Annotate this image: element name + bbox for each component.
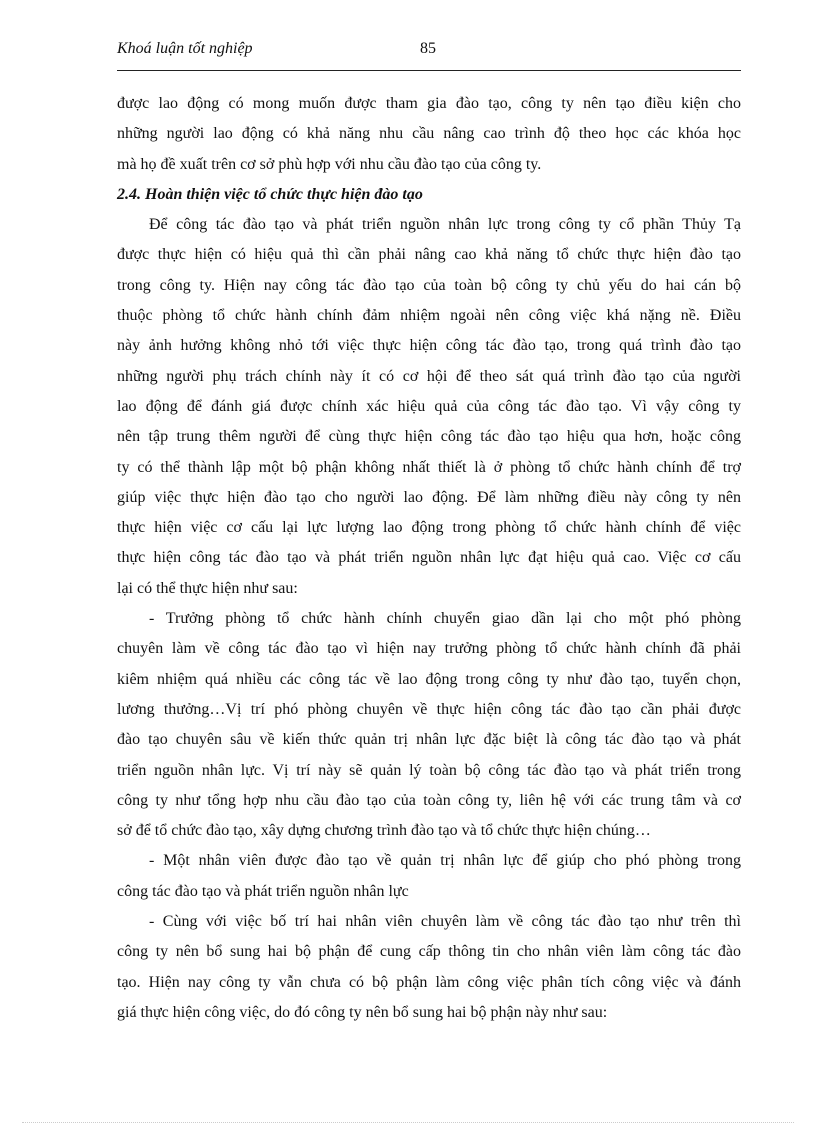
text-line: công ty nên bổ sung hai bộ phận để cung cấp thông tin cho nhân viên làm công tác đào xyxy=(117,943,741,961)
text-line: triển nguồn nhân lực. Vị trí này sẽ quản lý toàn bộ công tác đào tạo và phát triển trong xyxy=(117,761,741,779)
paragraph-bullet-1 xyxy=(117,604,741,846)
text-line: lại có thể thực hiện như sau: xyxy=(117,579,298,597)
text-line: kiêm nhiệm quá nhiều các công tác về lao động trong công ty như đào tạo, tuyển chọn, xyxy=(117,670,741,688)
text-line: những người phụ trách chính này ít có cơ hội để theo sát quá trình đào tạo của người xyxy=(117,367,741,385)
text-line: đào tạo chuyên sâu về kiến thức quản trị nhân lực đặc biệt là công tác đào tạo và phát xyxy=(117,731,741,749)
text-line: lao động để đánh giá được chính xác hiệu quả của công tác đào tạo. Vì vậy công ty xyxy=(117,397,741,415)
text-line: thực hiện công tác đào tạo và phát triển nguồn nhân lực đạt hiệu quả cao. Việc cơ cấu xyxy=(117,549,741,567)
text-line: ty có thể thành lập một bộ phận không nhất thiết là ở phòng tổ chức hành chính để trợ xyxy=(117,458,741,476)
paragraph-section-body xyxy=(117,210,741,604)
document-body xyxy=(117,89,741,1028)
text-line: tạo. Hiện nay công ty vẫn chưa có bộ phận làm công việc phân tích công việc và đánh xyxy=(117,973,741,991)
page-number: 85 xyxy=(420,40,436,57)
text-line: giá thực hiện công việc, do đó công ty nên bổ sung hai bộ phận này như sau: xyxy=(117,1003,608,1021)
paragraph-intro xyxy=(117,89,741,180)
page-header xyxy=(117,36,741,71)
text-line: trong công ty. Hiện nay công tác đào tạo của toàn bộ công ty chủ yếu do hai cán bộ xyxy=(117,276,741,294)
paragraph-bullet-3 xyxy=(117,907,741,1028)
paragraph-bullet-2 xyxy=(117,846,741,907)
text-line: công tác đào tạo và phát triển nguồn nhân lực xyxy=(117,882,409,900)
text-line: thực hiện việc cơ cấu lại lực lượng lao động trong phòng tổ chức hành chính để việc xyxy=(117,519,741,537)
header-title: Khoá luận tốt nghiệp xyxy=(117,40,253,57)
text-line: chuyên làm về công tác đào tạo vì hiện nay trưởng phòng tổ chức hành chính đã phải xyxy=(117,640,741,658)
text-line: được lao động có mong muốn được tham gia đào tạo, công ty nên tạo điều kiện cho xyxy=(117,95,741,112)
text-line: nên tập trung thêm người để cùng thực hiện công tác đào tạo hiệu qua hơn, hoặc công xyxy=(117,428,741,446)
text-line: này ảnh hưởng không nhỏ tới việc thực hiện công tác đào tạo, trong quá trình đào tạo xyxy=(117,337,741,355)
text-line: công ty như tổng hợp nhu cầu đào tạo của toàn công ty, liên hệ với các trung tâm và cơ xyxy=(117,791,741,809)
text-line: lương thưởng…Vị trí phó phòng chuyên về thực hiện công tác đào tạo cần phải được xyxy=(117,700,741,718)
text-line: thuộc phòng tổ chức hành chính đảm nhiệm ngoài nên công việc khá nặng nề. Điều xyxy=(117,307,741,325)
text-line: - Một nhân viên được đào tạo về quản trị nhân lực để giúp cho phó phòng trong xyxy=(149,852,741,870)
text-line: - Trưởng phòng tổ chức hành chính chuyển giao dần lại cho một phó phòng xyxy=(149,610,741,628)
section-heading: 2.4. Hoàn thiện việc tổ chức thực hiện đào tạo xyxy=(117,185,423,203)
text-line: giúp việc thực hiện đào tạo cho người lao động. Để làm những điều này công ty nên xyxy=(117,488,741,506)
text-line: mà họ đề xuất trên cơ sở phù hợp với nhu cầu đào tạo của công ty. xyxy=(117,155,542,173)
text-line: những người lao động có khả năng nhu cầu nâng cao trình độ theo học các khóa học xyxy=(117,125,741,143)
text-line: được thực hiện có hiệu quả thì cần phải nâng cao khả năng tổ chức thực hiện đào tạo xyxy=(117,246,741,264)
text-line: - Cùng với việc bố trí hai nhân viên chuyên làm về công tác đào tạo như trên thì xyxy=(149,913,741,931)
text-line: Để công tác đào tạo và phát triển nguồn nhân lực trong công ty cổ phần Thủy Tạ xyxy=(149,216,741,234)
text-line: sở để tổ chức đào tạo, xây dựng chương trình đào tạo và tổ chức thực hiện chúng… xyxy=(117,822,651,840)
